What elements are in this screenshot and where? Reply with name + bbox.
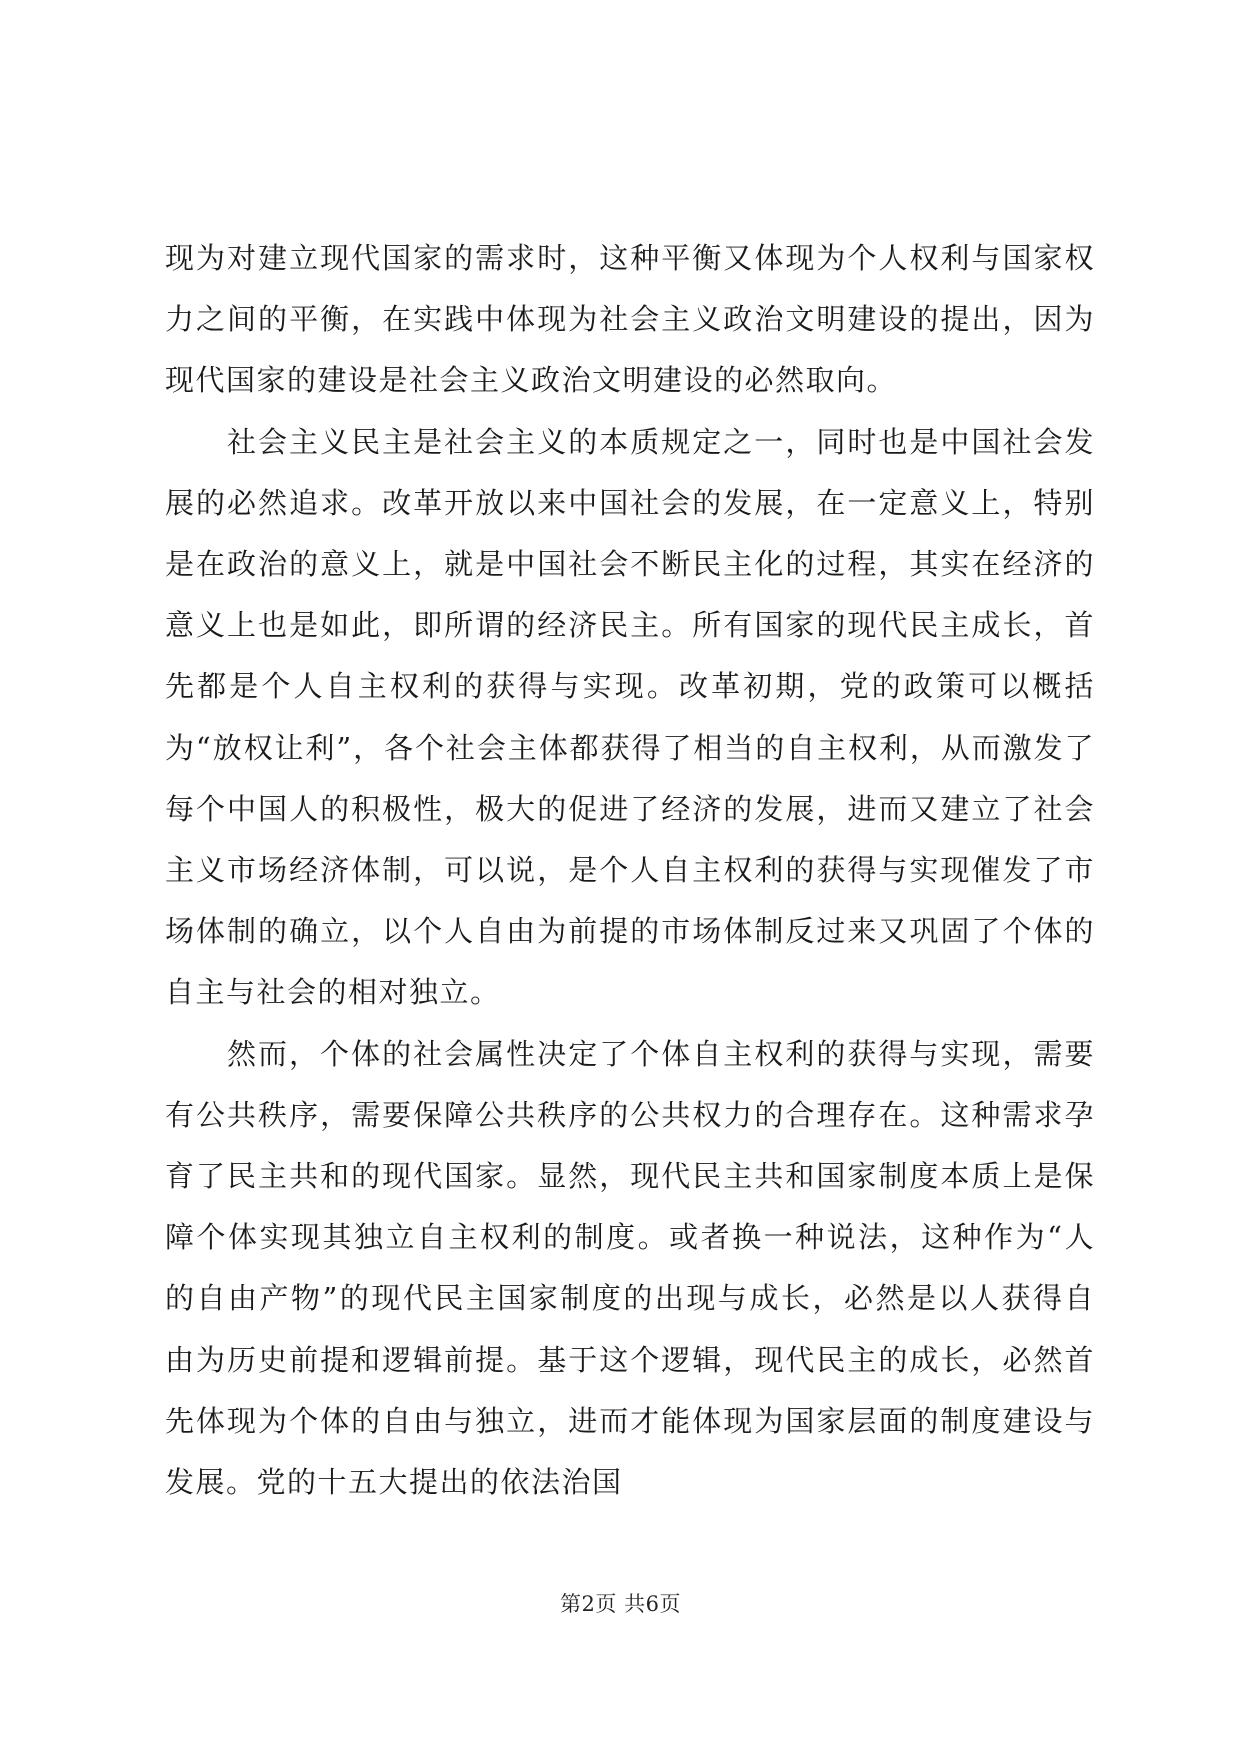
page-number: 2 [581,1592,596,1616]
paragraph-3: 然而，个体的社会属性决定了个体自主权利的获得与实现，需要有公共秩序，需要保障公共秩序的公共权力的合理存在。这种需求孕育了民主共和的现代国家。显然，现代民主共和国家制度本质上是保障个体实现其独立自主权利的制度。或者换一种说法，这种作为“人的自由产物”的现代民主国家制度的出现与成长，必然是以人获得自由为历史前提和逻辑前提。基于这个逻辑，现代民主的成长，必然首先体现为个体的自由与独立，进而才能体现为国家层面的制度建设与发展。党的十五大提出的依法治国 [165,1036,1095,1500]
paragraph-1: 现为对建立现代国家的需求时，这种平衡又体现为个人权利与国家权力之间的平衡，在实践中体现为社会主义政治文明建设的提出，因为现代国家的建设是社会主义政治文明建设的必然取向。 [165,241,1095,398]
paragraph-2: 社会主义民主是社会主义的本质规定之一，同时也是中国社会发展的必然追求。改革开放以来中国社会的发展，在一定意义上，特别是在政治的意义上，就是中国社会不断民主化的过程，其实在经济的意义上也是如此，即所谓的经济民主。所有国家的现代民主成长，首先都是个人自主权利的获得与实现。改革初期，党的政策可以概括为“放权让利”，各个社会主体都获得了相当的自主权利，从而激发了每个中国人的积极性，极大的促进了经济的发展，进而又建立了社会主义市场经济体制，可以说，是个人自主权利的获得与实现催发了市场体制的确立，以个人自由为前提的市场体制反过来又巩固了个体的自主与社会的相对独立。 [165,424,1095,1010]
total-pages: 6 [645,1592,660,1616]
page-unit: 页 [595,1592,617,1616]
page-footer [0,1588,1241,1618]
document-body [165,228,1095,1513]
total-prefix: 共 [624,1592,646,1616]
total-unit: 页 [659,1592,681,1616]
page-prefix: 第 [560,1592,582,1616]
